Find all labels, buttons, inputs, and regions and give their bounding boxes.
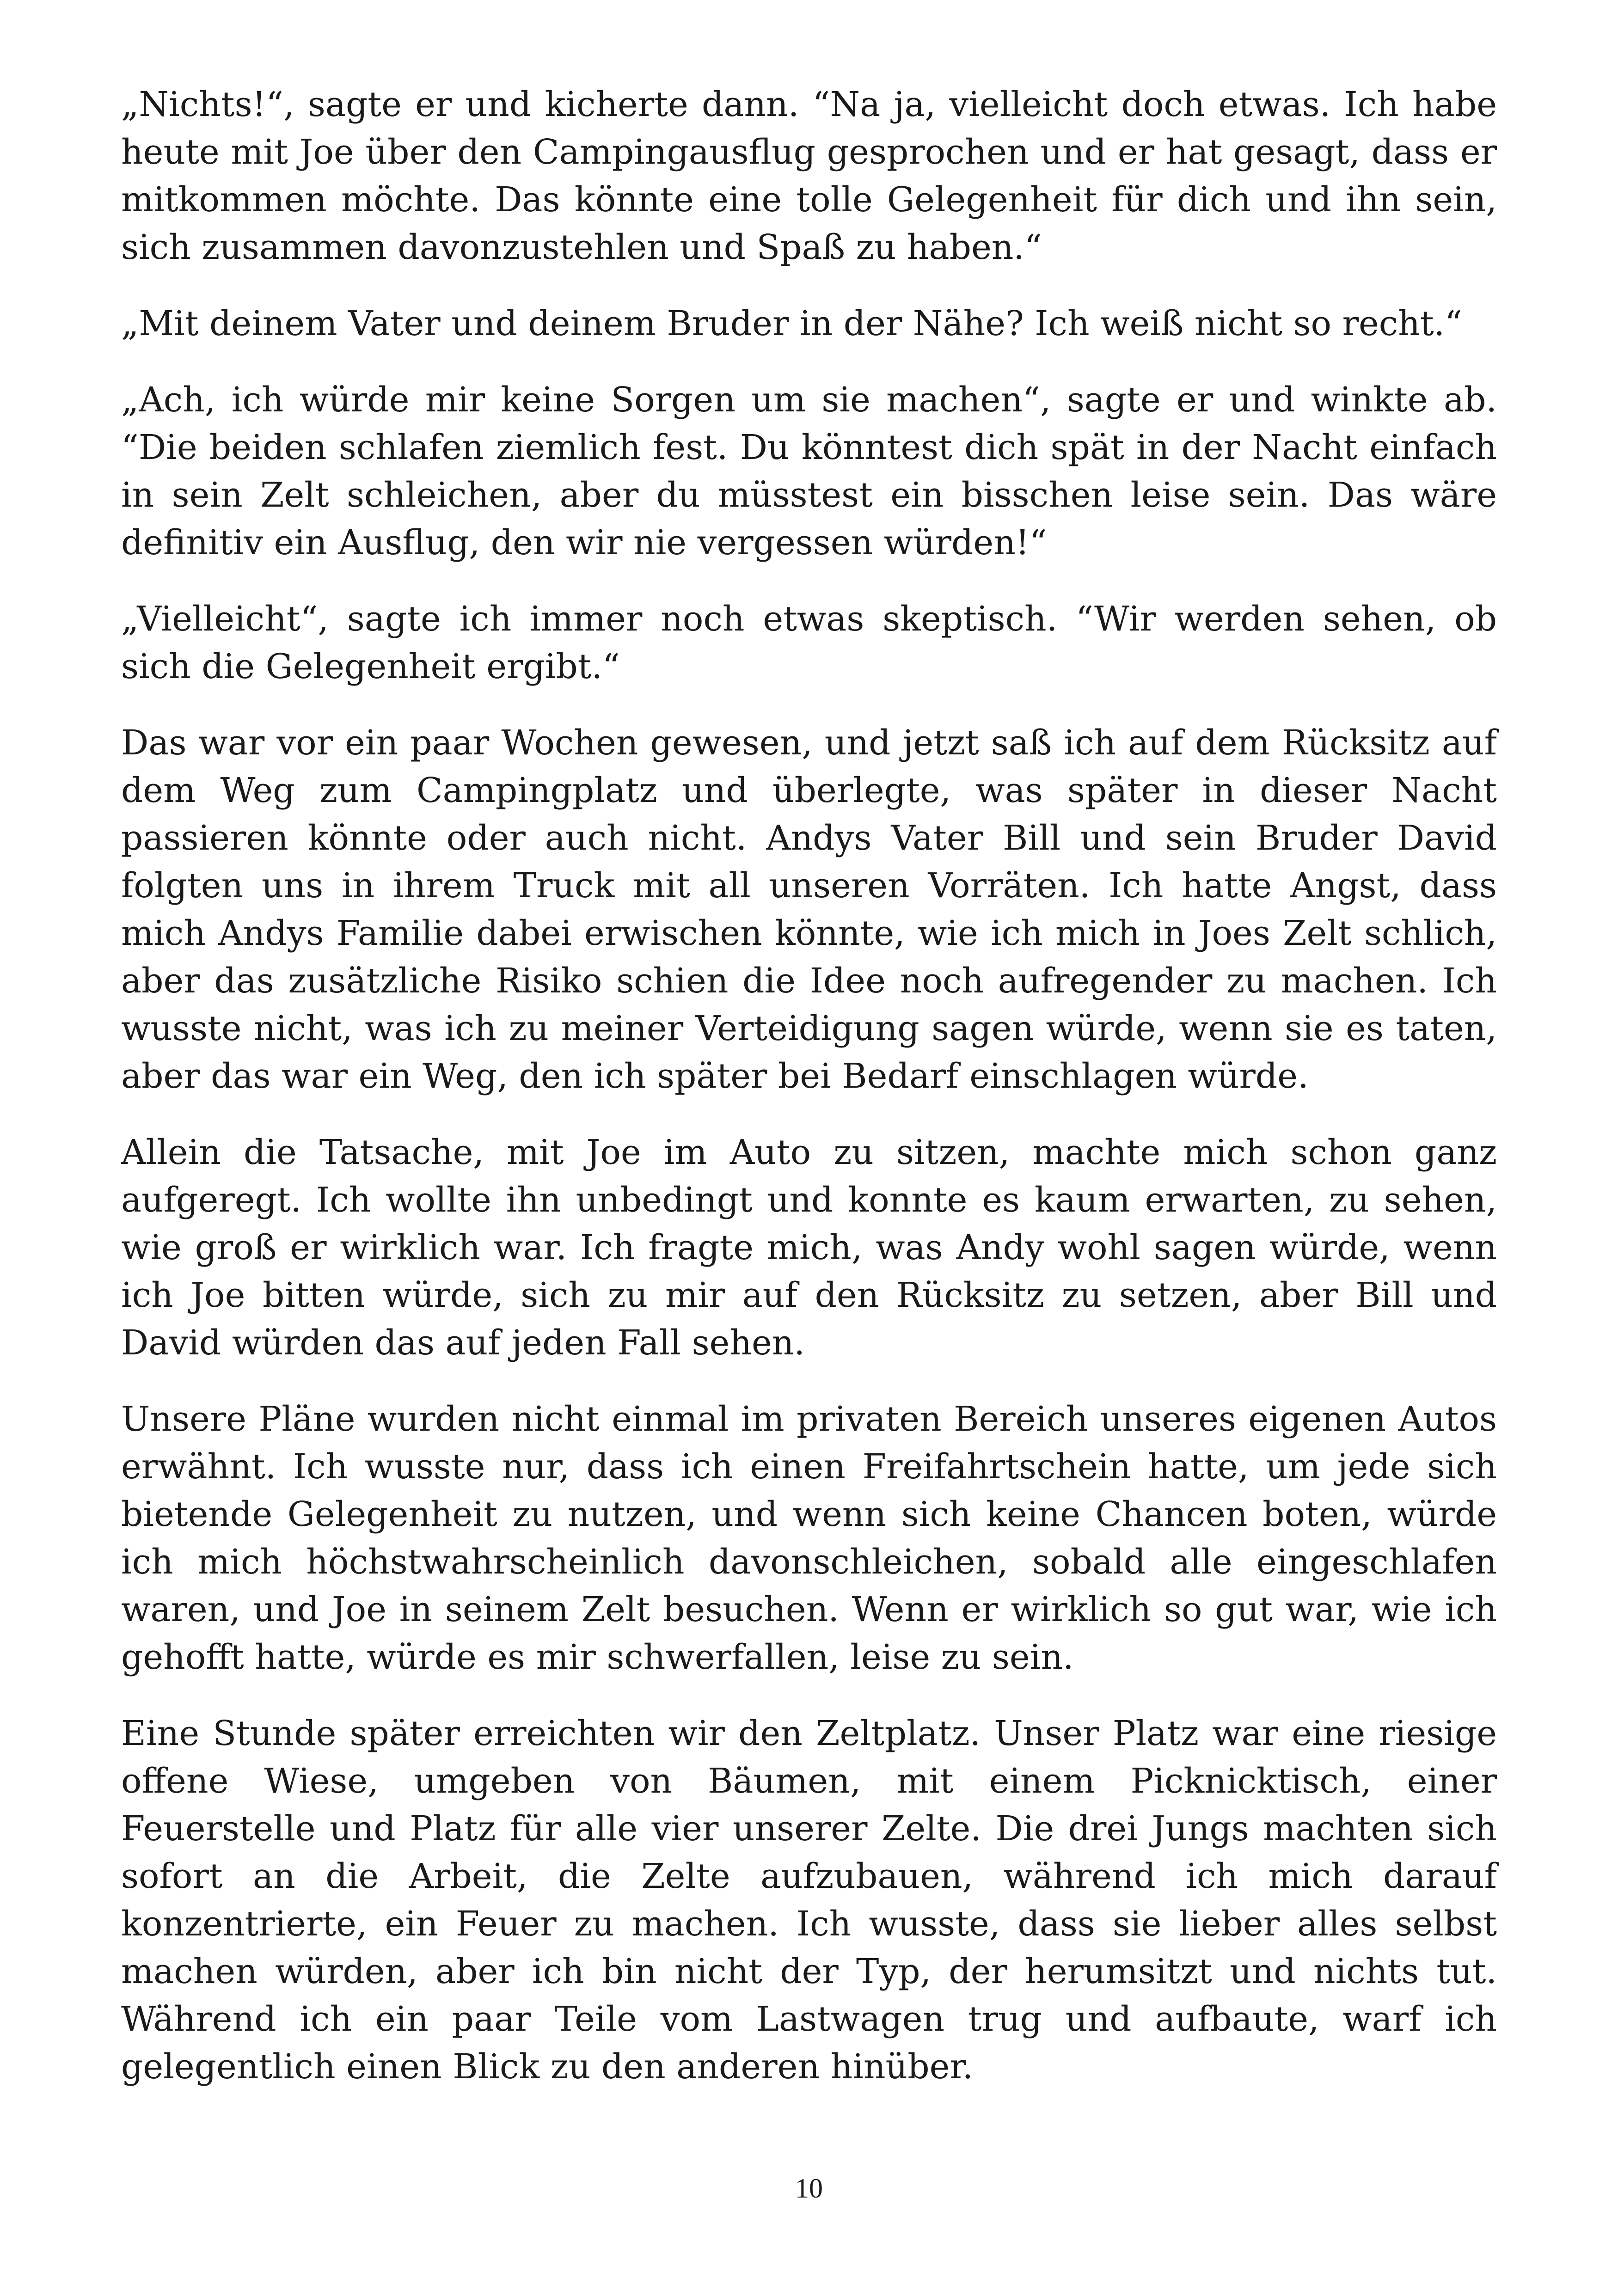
page-number: 10 xyxy=(795,2173,823,2204)
paragraph: Allein die Tatsache, mit Joe im Auto zu sitzen, machte mich schon ganz aufgeregt. Ich wollte ihn unbedingt und konnte es kaum erwarten, zu sehen, wie groß er wirklich war. Ich fragte mich, was Andy wohl sagen würde, wenn ich Joe bitten würde, sich zu mir auf den Rücksitz zu setzen, aber Bill und David würden das auf jeden Fall sehen. xyxy=(121,1133,1497,1363)
paragraph: Eine Stunde später erreichten wir den Zeltplatz. Unser Platz war eine riesige offene Wiese, umgeben von Bäumen, mit einem Picknicktisch, einer Feuerstelle und Platz für alle vier unserer Zelte. Die drei Jungs machten sich sofort an die Arbeit, die Zelte aufzubauen, während ich mich darauf konzentrierte, ein Feuer zu machen. Ich wusste, dass sie lieber alles selbst machen würden, aber ich bin nicht der Typ, der herumsitzt und nichts tut. Während ich ein paar Teile vom Lastwagen trug und aufbaute, warf ich gelegentlich einen Blick zu den anderen hinüber. xyxy=(121,1714,1497,2087)
paragraph: Das war vor ein paar Wochen gewesen, und jetzt saß ich auf dem Rücksitz auf dem Weg zum Campingplatz und überlegte, was später in dieser Nacht passieren könnte oder auch nicht. Andys Vater Bill und sein Bruder David folgten uns in ihrem Truck mit all unseren Vorräten. Ich hatte Angst, dass mich Andys Familie dabei erwischen könnte, wie ich mich in Joes Zelt schlich, aber das zusätzliche Risiko schien die Idee noch aufregender zu machen. Ich wusste nicht, was ich zu meiner Verteidigung sagen würde, wenn sie es taten, aber das war ein Weg, den ich später bei Bedarf einschlagen würde. xyxy=(121,723,1497,1096)
paragraph: Unsere Pläne wurden nicht einmal im privaten Bereich unseres eigenen Autos erwähnt. Ich wusste nur, dass ich einen Freifahrtschein hatte, um jede sich bietende Gelegenheit zu nutzen, und wenn sich keine Chancen boten, würde ich mich höchstwahrscheinlich davonschleichen, sobald alle eingeschlafen waren, und Joe in seinem Zelt besuchen. Wenn er wirklich so gut war, wie ich gehofft hatte, würde es mir schwerfallen, leise zu sein. xyxy=(121,1399,1497,1677)
body-text xyxy=(121,81,1497,2119)
paragraph: „Nichts!“, sagte er und kicherte dann. “Na ja, vielleicht doch etwas. Ich habe heute mit Joe über den Campingausflug gesprochen und er hat gesagt, dass er mitkommen möchte. Das könnte eine tolle Gelegenheit für dich und ihn sein, sich zusammen davonzustehlen und Spaß zu haben.“ xyxy=(121,85,1497,267)
paragraph: „Ach, ich würde mir keine Sorgen um sie machen“, sagte er und winkte ab. “Die beiden schlafen ziemlich fest. Du könntest dich spät in der Nacht einfach in sein Zelt schleichen, aber du müsstest ein bisschen leise sein. Das wäre definitiv ein Ausflug, den wir nie vergessen würden!“ xyxy=(121,380,1497,563)
paragraph: „Mit deinem Vater und deinem Bruder in der Nähe? Ich weiß nicht so recht.“ xyxy=(121,304,1462,343)
paragraph: „Vielleicht“, sagte ich immer noch etwas skeptisch. “Wir werden sehen, ob sich die Gelegenheit ergibt.“ xyxy=(121,599,1497,686)
